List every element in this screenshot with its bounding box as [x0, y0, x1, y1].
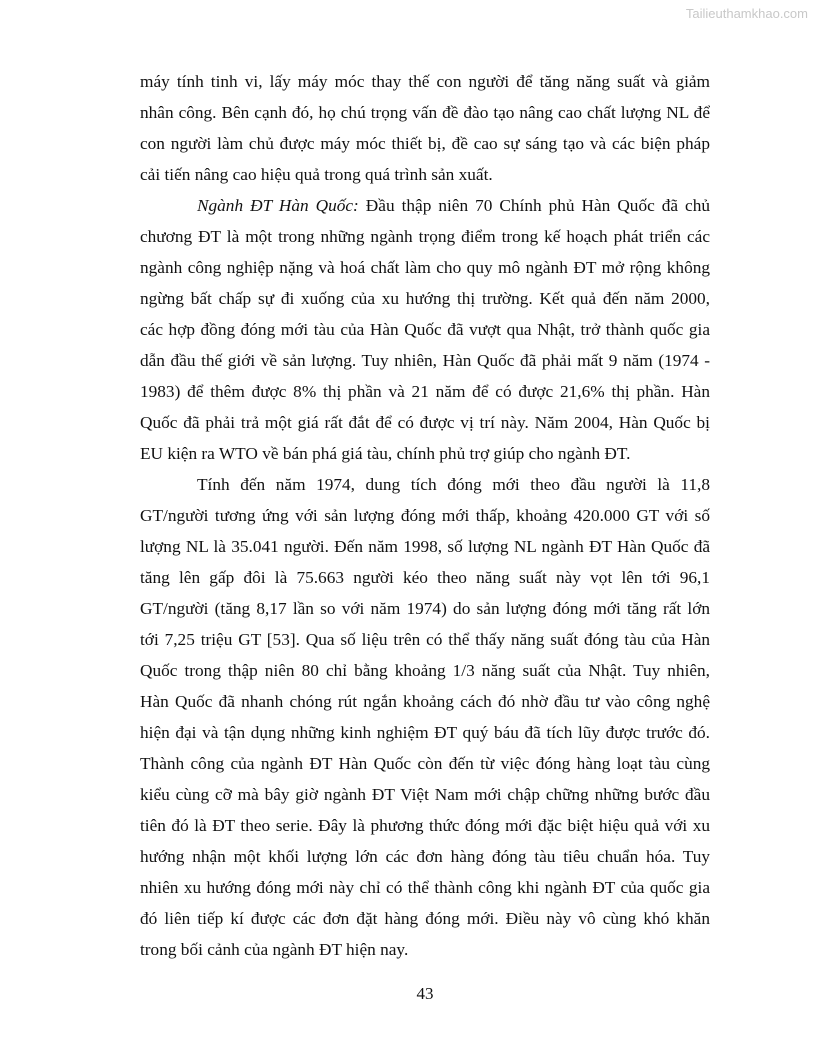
text-line: nhiên xu hướng đóng mới này chỉ có thể thành công khi ngành ĐT của quốc gia: [140, 878, 710, 897]
text-line: GT/người tương ứng với sản lượng đóng mới thấp, khoảng 420.000 GT với số: [140, 506, 710, 525]
text-line: Hàn Quốc đã nhanh chóng rút ngắn khoảng cách đó nhờ đầu tư vào công nghệ: [140, 692, 710, 711]
watermark: Tailieuthamkhao.com: [685, 6, 808, 21]
document-body: [140, 66, 710, 965]
paragraph: [140, 469, 710, 965]
text-line: chương ĐT là một trong những ngành trọng điểm trong kế hoạch phát triển các: [140, 227, 710, 246]
text-line: hiện đại và tận dụng những kinh nghiệm ĐT quý báu đã tích lũy được trước đó.: [140, 723, 710, 742]
text-line: Thành công của ngành ĐT Hàn Quốc còn đến từ việc đóng hàng loạt tàu cùng: [140, 754, 710, 773]
text-line: Quốc trong thập niên 80 chỉ bằng khoảng 1/3 năng suất của Nhật. Tuy nhiên,: [140, 661, 710, 680]
text-line: Tính đến năm 1974, dung tích đóng mới theo đầu người là 11,8: [197, 475, 710, 494]
text-line: máy tính tinh vi, lấy máy móc thay thế con người để tăng năng suất và giảm: [140, 72, 710, 91]
text-line: kiểu cùng cỡ mà bây giờ ngành ĐT Việt Nam mới chập chững những bước đầu: [140, 785, 710, 804]
text-line: lượng NL là 35.041 người. Đến năm 1998, số lượng NL ngành ĐT Hàn Quốc đã: [140, 537, 710, 556]
text-line: EU kiện ra WTO về bán phá giá tàu, chính phủ trợ giúp cho ngành ĐT.: [140, 444, 631, 463]
paragraph: [140, 190, 710, 469]
text-line: nhân công. Bên cạnh đó, họ chú trọng vấn đề đào tạo nâng cao chất lượng NL để: [140, 103, 710, 122]
text-line: hướng nhận một khối lượng lớn các đơn hàng đóng tàu tiêu chuẩn hóa. Tuy: [140, 847, 710, 866]
text-line: đó liên tiếp kí được các đơn đặt hàng đóng mới. Điều này vô cùng khó khăn: [140, 909, 710, 928]
text-line: Quốc đã phải trả một giá rất đắt để có được vị trí này. Năm 2004, Hàn Quốc bị: [140, 413, 710, 432]
section-lead-italic: Ngành ĐT Hàn Quốc:: [197, 196, 359, 215]
text-line: [140, 190, 710, 221]
text-line: các hợp đồng đóng mới tàu của Hàn Quốc đã vượt qua Nhật, trở thành quốc gia: [140, 320, 710, 339]
text-line: tới 7,25 triệu GT [53]. Qua số liệu trên có thể thấy năng suất đóng tàu của Hàn: [140, 630, 710, 649]
text-line: cải tiến nâng cao hiệu quả trong quá trình sản xuất.: [140, 165, 493, 184]
text-line: trong bối cảnh của ngành ĐT hiện nay.: [140, 940, 409, 959]
text-line: GT/người (tăng 8,17 lần so với năm 1974) do sản lượng đóng mới tăng rất lớn: [140, 599, 710, 618]
paragraph: [140, 66, 710, 190]
page-number: 43: [416, 984, 434, 1003]
text-line: tiên đó là ĐT theo serie. Đây là phương thức đóng mới đặc biệt hiệu quả với xu: [140, 816, 710, 835]
text-line: ngừng bất chấp sự đi xuống của xu hướng thị trường. Kết quả đến năm 2000,: [140, 289, 710, 308]
text-line: dẫn đầu thế giới về sản lượng. Tuy nhiên, Hàn Quốc đã phải mất 9 năm (1974 -: [140, 351, 710, 370]
text-line: ngành công nghiệp nặng và hoá chất làm cho quy mô ngành ĐT mở rộng không: [140, 258, 710, 277]
text-line: tăng lên gấp đôi là 75.663 người kéo theo năng suất này vọt lên tới 96,1: [140, 568, 710, 587]
text-line: con người làm chủ được máy móc thiết bị, đề cao sự sáng tạo và các biện pháp: [140, 134, 710, 153]
text-span: Đầu thập niên 70 Chính phủ Hàn Quốc đã chủ: [358, 196, 711, 215]
text-line: 1983) để thêm được 8% thị phần và 21 năm để có được 21,6% thị phần. Hàn: [140, 382, 710, 401]
